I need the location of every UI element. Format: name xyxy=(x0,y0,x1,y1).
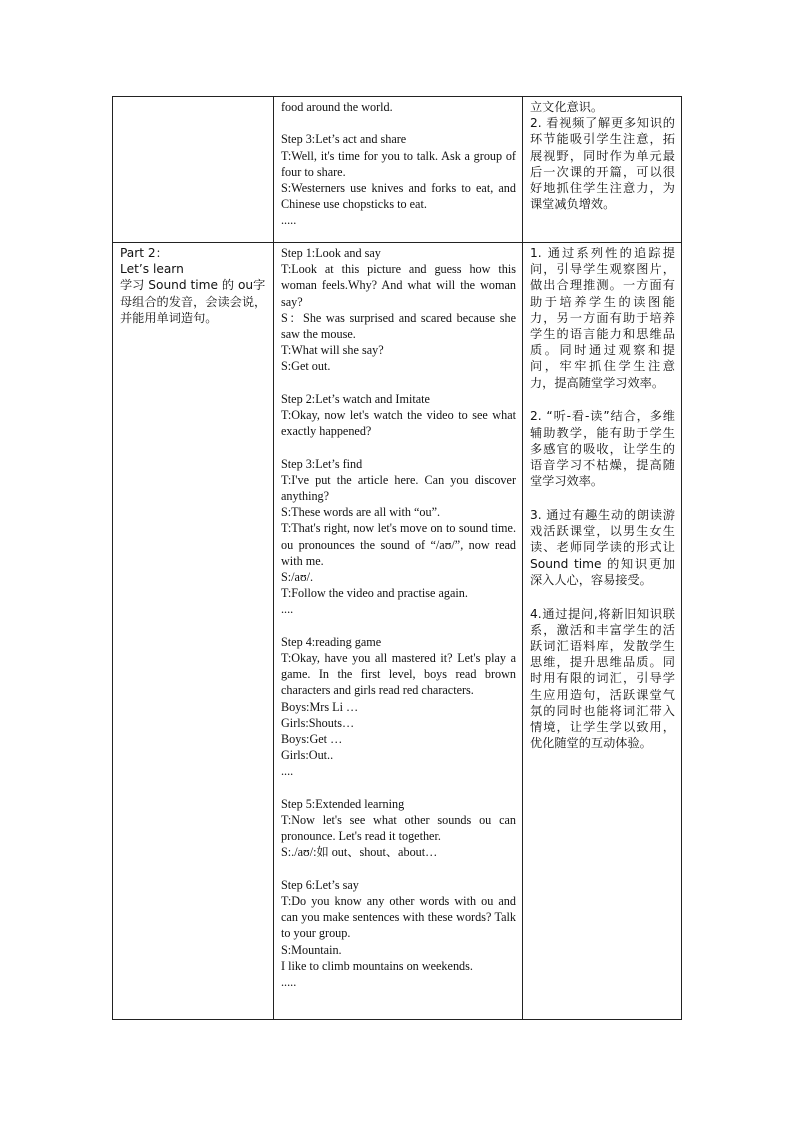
activity-cell xyxy=(274,97,523,243)
cell-text-line: 学习 Sound time 的 ou字母组合的发音，会读会说，并能用单词造句。 xyxy=(120,278,267,325)
paragraph-gap xyxy=(281,375,516,391)
cell-text-line: T:What will she say? xyxy=(281,343,384,358)
cell-text-line: Step 6:Let’s say xyxy=(281,877,359,892)
cell-text-line: 立文化意识。 xyxy=(530,100,604,114)
cell-text-line: ..... xyxy=(281,213,297,228)
paragraph-gap xyxy=(281,439,516,455)
activity-cell xyxy=(274,243,523,1020)
cell-text-line: Step 5:Extended learning xyxy=(281,796,405,811)
cell-text-line: 1. 通过系列性的追踪提问，引导学生观察图片，做出合理推测。一方面有助于培养学生的读图能力，另一方面有助于培养学生的语言能力和思维品质。同时通过观察和提问，牢牢抓住学生注意力，提高随堂学习效率。 xyxy=(530,246,675,390)
lesson-plan-table xyxy=(112,96,682,1020)
cell-text-line: Step 4:reading game xyxy=(281,634,382,649)
cell-text-line: ..... xyxy=(281,975,297,990)
cell-text-line: Step 3:Let’s find xyxy=(281,456,363,471)
cell-text-line: 3. 通过有趣生动的朗读游戏活跃课堂，以男生女生读、老师同学读的形式让 Sound time 的知识更加深入人心，容易接受。 xyxy=(530,508,675,587)
cell-text-line: Girls:Shouts… xyxy=(281,715,355,730)
cell-text-line: Step 1:Look and say xyxy=(281,246,381,260)
cell-text-line: T:Now let's see what other sounds ou can pronounce. Let's read it together. xyxy=(281,813,516,844)
cell-text-line: S:Mountain. xyxy=(281,942,342,957)
cell-text-line: Girls:Out.. xyxy=(281,748,334,763)
cell-text-line: T:Okay, have you all mastered it? Let's play a game. In the first level, boys read brown characters and girls read red characters. xyxy=(281,651,516,698)
cell-text-line: T:Do you know any other words with ou and can you make sentences with these words? Talk to your group. xyxy=(281,894,516,941)
cell-text-line: Let’s learn xyxy=(120,262,184,277)
cell-text-line: T:Look at this picture and guess how this woman feels.Why? And what will the woman say? xyxy=(281,262,516,309)
cell-text-line: Part 2： xyxy=(120,246,168,260)
cell-text-line: Boys:Mrs Li … xyxy=(281,699,359,714)
cell-text-line: S:./aʊ/:如 out、shout、about… xyxy=(281,845,438,860)
stage-cell xyxy=(113,97,274,243)
paragraph-gap xyxy=(530,489,675,507)
cell-text-line: S：She was surprised and scared because she saw the mouse. xyxy=(281,310,516,342)
table-row xyxy=(113,97,682,243)
paragraph-gap xyxy=(530,391,675,409)
cell-text-line: Boys:Get … xyxy=(281,732,343,747)
cell-text-line: S:Westerners use knives and forks to eat, and Chinese use chopsticks to eat. xyxy=(281,181,516,212)
paragraph-gap xyxy=(530,588,675,606)
cell-text-line: I like to climb mountains on weekends. xyxy=(281,958,473,973)
cell-text-line: T:Okay, now let's watch the video to see what exactly happened? xyxy=(281,408,516,439)
paragraph-gap xyxy=(281,780,516,796)
paragraph-gap xyxy=(281,861,516,877)
cell-text-line: Step 2:Let’s watch and Imitate xyxy=(281,391,430,406)
cell-text-line: T:Follow the video and practise again. xyxy=(281,586,468,601)
cell-text-line: S:Get out. xyxy=(281,359,331,374)
cell-text-line: S:/aʊ/. xyxy=(281,570,314,585)
paragraph-gap xyxy=(281,115,516,131)
cell-text-line: T:That's right, now let's move on to sound time. ou pronounces the sound of “/aʊ/”, now read with me. xyxy=(281,521,516,568)
paragraph-gap xyxy=(281,618,516,634)
cell-text-line: T:I've put the article here. Can you discover anything? xyxy=(281,472,516,504)
cell-text-line: 2. “听-看-读”结合，多维辅助教学，能有助于学生多感官的吸收，让学生的语音学习不枯燥，提高随堂学习效率。 xyxy=(530,409,675,489)
cell-text-line: T:Well, it's time for you to talk. Ask a group of four to share. xyxy=(281,148,516,179)
table-row xyxy=(113,243,682,1020)
cell-text-line: .... xyxy=(281,764,294,779)
cell-text-line: food around the world. xyxy=(281,100,393,114)
cell-text-line: 2. 看视频了解更多知识的环节能吸引学生注意，拓展视野，同时作为单元最后一次课的开篇，可以很好地抓住学生注意力，为课堂减负增效。 xyxy=(530,116,675,212)
stage-cell xyxy=(113,243,274,1020)
purpose-cell xyxy=(523,243,682,1020)
cell-text-line: S:These words are all with “ou”. xyxy=(281,505,441,520)
cell-text-line: Step 3:Let’s act and share xyxy=(281,132,407,147)
cell-text-line: .... xyxy=(281,602,294,617)
cell-text-line: 4.通过提问,将新旧知识联系，激活和丰富学生的活跃词汇语料库，发散学生思维，提升思维品质。同时用有限的词汇，引导学生应用造句，活跃课堂气氛的同时也能将词汇带入情境，让学生学以致用，优化随堂的互动体验。 xyxy=(530,606,675,751)
purpose-cell xyxy=(523,97,682,243)
